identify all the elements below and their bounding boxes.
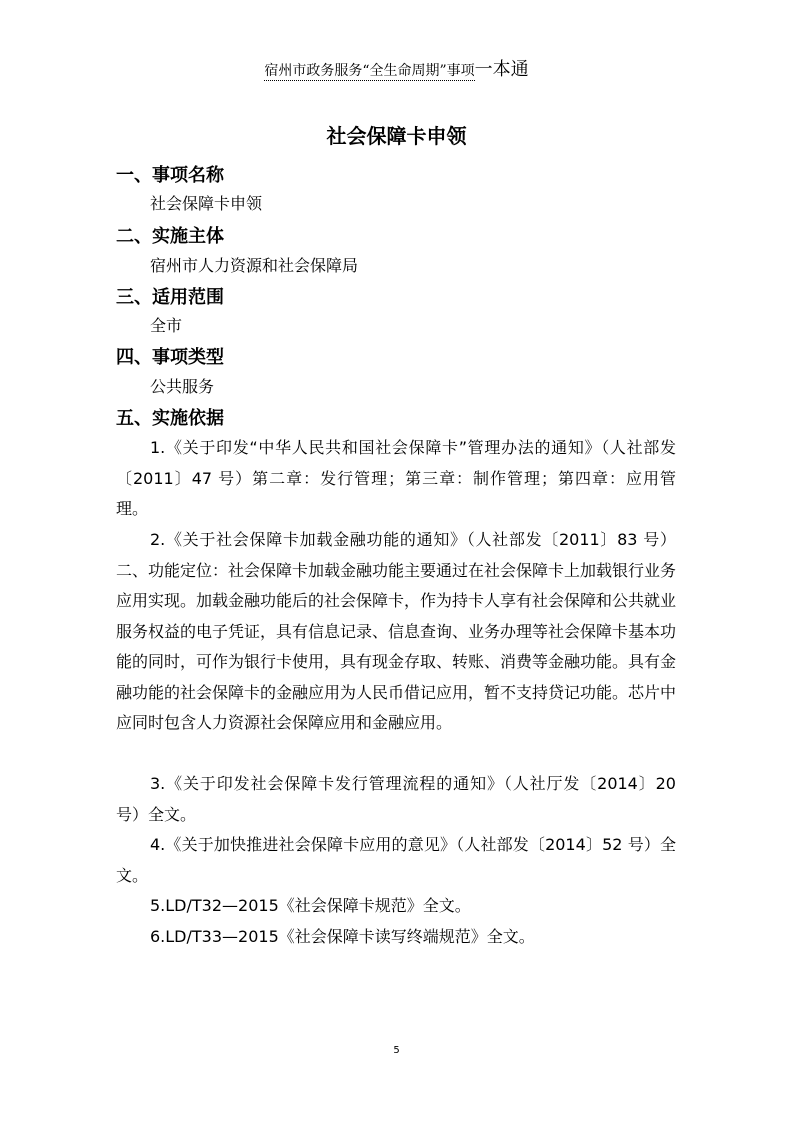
section-heading-authority: 二、实施主体 [116, 226, 224, 247]
header-suffix: 一本通 [474, 59, 529, 80]
basis-item-4: 4.《关于加快推进社会保障卡应用的意见》（人社部发〔2014〕52 号）全文。 [116, 835, 676, 885]
section-body-authority: 宿州市人力资源和社会保障局 [150, 256, 359, 275]
page-header [0, 60, 793, 81]
basis-item-1: 1.《关于印发“中华人民共和国社会保障卡”管理办法的通知》（人社部发〔2011〕47 号）第二章：发行管理；第三章：制作管理；第四章：应用管理。 [116, 438, 676, 518]
section-body-name: 社会保障卡申领 [150, 194, 263, 213]
section-body-type: 公共服务 [150, 377, 215, 396]
section-heading-scope: 三、适用范围 [116, 287, 224, 308]
section-heading-name: 一、事项名称 [116, 165, 224, 186]
page-number: 5 [393, 1045, 400, 1056]
section-body-scope: 全市 [150, 316, 183, 335]
section-heading-type: 四、事项类型 [116, 347, 224, 368]
basis-item-5: 5.LD/T32—2015《社会保障卡规范》全文。 [150, 896, 471, 915]
document-title: 社会保障卡申领 [326, 124, 467, 148]
header-text: 宿州市政务服务“全生命周期”事项 [264, 63, 475, 79]
basis-item-2: 2.《关于社会保障卡加载金融功能的通知》（人社部发〔2011〕83 号）二、功能定位：社会保障卡加载金融功能主要通过在社会保障卡上加载银行业务应用实现。加载金融功能后的社会保障卡，作为持卡人享有社会保障和公共就业服务权益的电子凭证，具有信息记录、信息查询、业务办理等社会保障卡基本功能的同时，可作为银行卡使用，具有现金存取、转账、消费等金融功能。具有金融功能的社会保障卡的金融应用为人民币借记应用，暂不支持贷记功能。芯片中应同时包含人力资源社会保障应用和金融应用。 [116, 530, 677, 732]
basis-item-3: 3.《关于印发社会保障卡发行管理流程的通知》（人社厅发〔2014〕20 号）全文。 [116, 774, 676, 824]
section-heading-basis: 五、实施依据 [116, 408, 224, 429]
basis-item-6: 6.LD/T33—2015《社会保障卡读写终端规范》全文。 [150, 927, 535, 946]
